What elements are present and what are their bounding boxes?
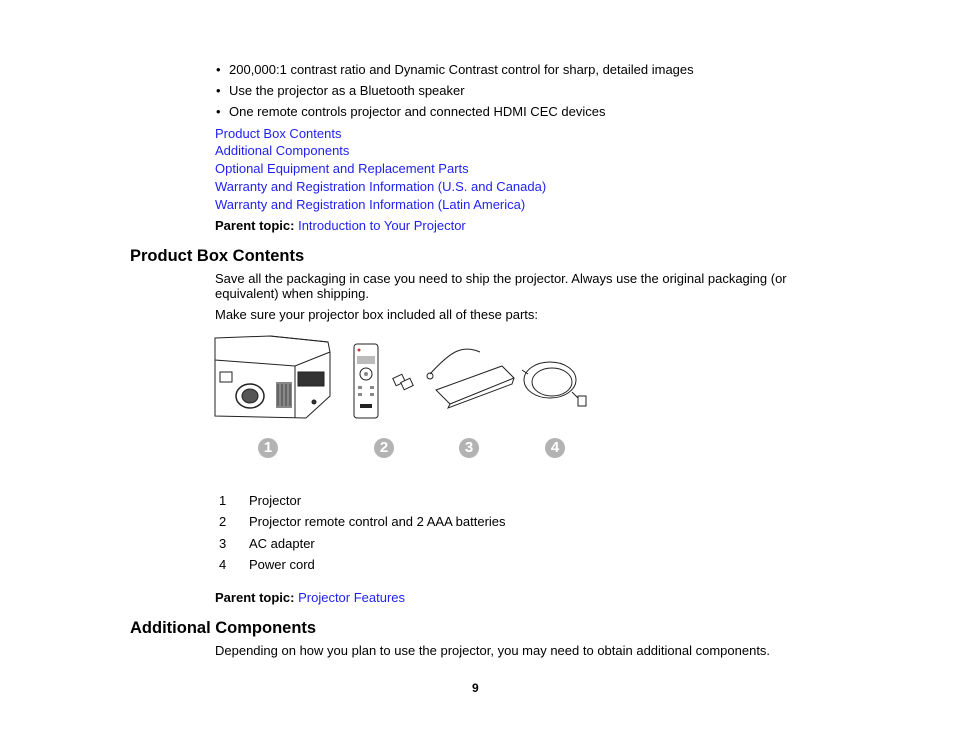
box-contents-illustration <box>210 332 590 424</box>
part-label: Projector remote control and 2 AAA batteries <box>249 514 506 529</box>
link-warranty-latin-america[interactable]: Warranty and Registration Information (Latin America) <box>215 197 526 212</box>
batteries-image <box>393 374 413 389</box>
link-product-box-contents[interactable]: Product Box Contents <box>215 126 342 141</box>
power-cord-image <box>522 362 586 406</box>
bullet-item: Use the projector as a Bluetooth speaker <box>229 83 465 98</box>
link-additional-components[interactable]: Additional Components <box>215 143 350 158</box>
paragraph-line: equivalent) when shipping. <box>215 286 369 301</box>
remote-control-image <box>354 344 378 418</box>
ac-adapter-image <box>427 349 514 408</box>
link-projector-features[interactable]: Projector Features <box>298 590 406 605</box>
link-optional-equipment[interactable]: Optional Equipment and Replacement Parts <box>215 161 469 176</box>
part-label: Power cord <box>249 557 315 572</box>
page-number: 9 <box>472 681 479 695</box>
link-introduction[interactable]: Introduction to Your Projector <box>298 218 466 233</box>
heading-additional-components: Additional Components <box>130 619 317 637</box>
part-number: 2 <box>219 514 227 529</box>
parent-topic-label: Parent topic: <box>215 218 295 233</box>
paragraph: Depending on how you plan to use the projector, you may need to obtain additional components. <box>215 643 771 658</box>
bullet-marker: • <box>216 104 221 119</box>
part-label: Projector <box>249 493 302 508</box>
bullet-marker: • <box>216 62 221 77</box>
callout-number: 2 <box>374 438 394 458</box>
bullet-item: One remote controls projector and connected HDMI CEC devices <box>229 104 606 119</box>
parent-topic-intro <box>215 218 466 234</box>
link-warranty-us-canada[interactable]: Warranty and Registration Information (U.S. and Canada) <box>215 179 547 194</box>
callout-number: 1 <box>258 438 278 458</box>
parent-topic-features <box>215 590 405 606</box>
part-number: 4 <box>219 557 227 572</box>
paragraph-line: Save all the packaging in case you need to ship the projector. Always use the original packaging (or <box>215 271 787 286</box>
callout-number: 3 <box>459 438 479 458</box>
part-number: 1 <box>219 493 227 508</box>
paragraph: Make sure your projector box included all of these parts: <box>215 307 539 322</box>
heading-product-box-contents: Product Box Contents <box>130 247 305 265</box>
bullet-marker: • <box>216 83 221 98</box>
parent-topic-label: Parent topic: <box>215 590 295 605</box>
callout-number: 4 <box>545 438 565 458</box>
bullet-item: 200,000:1 contrast ratio and Dynamic Contrast control for sharp, detailed images <box>229 62 694 77</box>
part-number: 3 <box>219 536 227 551</box>
part-label: AC adapter <box>249 536 315 551</box>
projector-image <box>215 336 330 418</box>
